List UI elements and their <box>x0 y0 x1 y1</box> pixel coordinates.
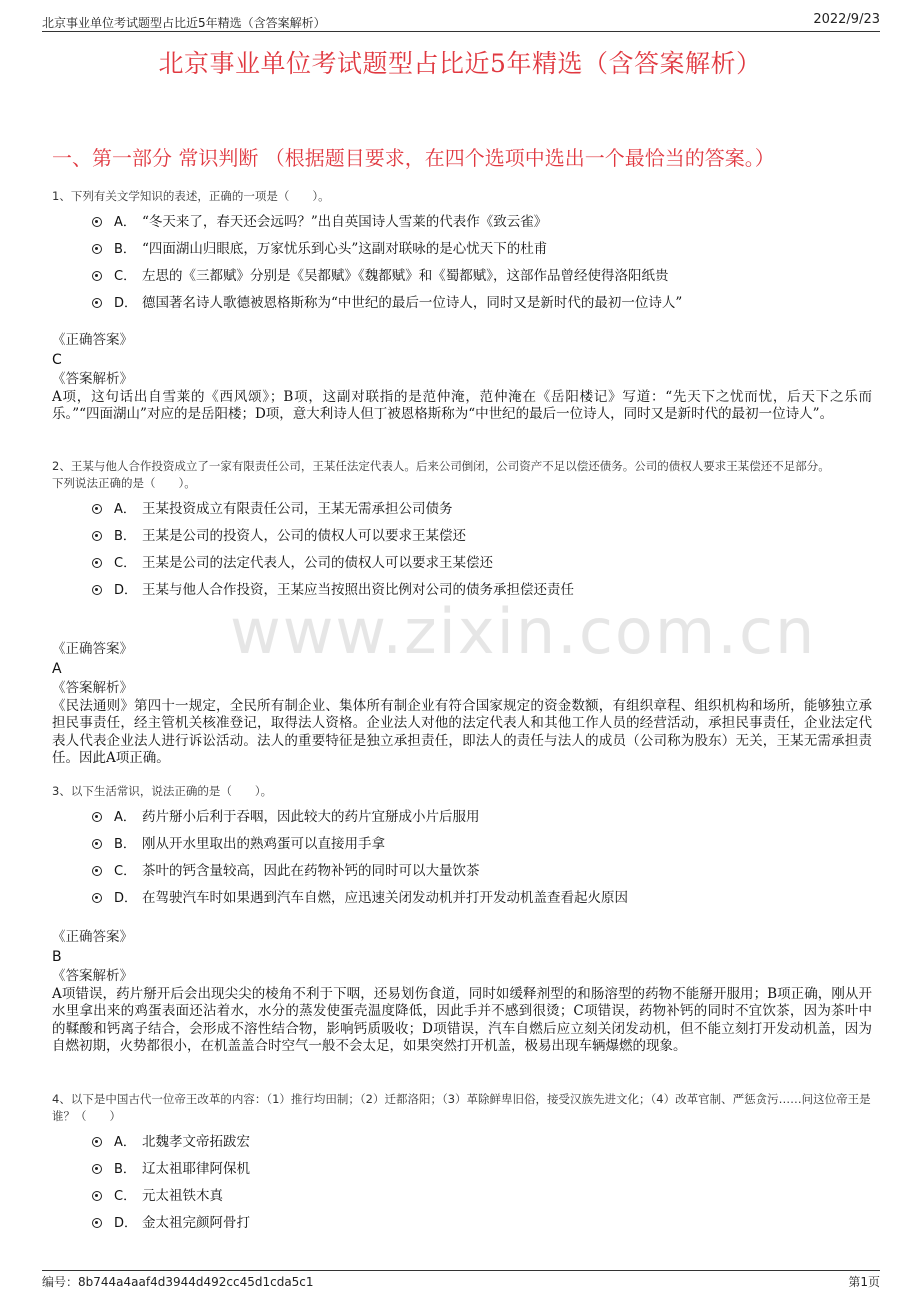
option-letter: B． <box>114 242 136 257</box>
section-heading: 一、第一部分 常识判断 （根据题目要求，在四个选项中选出一个最恰当的答案。） <box>52 146 775 170</box>
option-text: 王某投资成立有限责任公司，王某无需承担公司债务 <box>142 501 453 517</box>
question-1 <box>52 188 872 317</box>
option-letter: A． <box>114 1135 136 1150</box>
question-text: 3、以下生活常识，说法正确的是（ ）。 <box>52 784 273 798</box>
option-a[interactable] <box>52 496 872 523</box>
header-date: 2022/9/23 <box>813 12 880 27</box>
option-list <box>52 209 872 317</box>
option-text: “冬天来了，春天还会远吗？”出自英国诗人雪莱的代表作《致云雀》 <box>142 214 548 230</box>
correct-answer: A <box>52 660 62 677</box>
question-text: 1、下列有关文学知识的表述，正确的一项是（ ）。 <box>52 189 330 203</box>
option-letter: B． <box>114 837 136 852</box>
watermark: www.zixin.com.cn <box>230 595 817 668</box>
header-doc-title: 北京事业单位考试题型占比近5年精选（含答案解析） <box>42 16 326 30</box>
option-text: 元太祖铁木真 <box>142 1188 223 1204</box>
option-list <box>52 496 872 604</box>
option-letter: C． <box>114 864 137 879</box>
option-text: “四面湖山归眼底，万家忧乐到心头”这副对联咏的是心忧天下的杜甫 <box>142 241 548 257</box>
radio-icon[interactable] <box>92 585 102 595</box>
answer-block-1 <box>52 332 872 424</box>
option-text: 茶叶的钙含量较高，因此在药物补钙的同时可以大量饮茶 <box>142 863 480 879</box>
option-letter: D． <box>114 583 138 598</box>
option-b[interactable] <box>52 831 872 858</box>
correct-answer: B <box>52 948 62 965</box>
option-letter: D． <box>114 1216 138 1231</box>
option-text: 左思的《三都赋》分别是《吴都赋》《魏都赋》和《蜀都赋》，这部作品曾经使得洛阳纸贵 <box>142 268 669 284</box>
correct-answer: C <box>52 351 62 368</box>
question-text: 4、以下是中国古代一位帝王改革的内容：（1）推行均田制；（2）迁都洛阳；（3）革除鲜卑旧俗，接受汉族先进文化；（4）改革官制、严惩贪污……问这位帝王是谁？（ ） <box>52 1092 871 1123</box>
option-text: 北魏孝文帝拓跋宏 <box>142 1134 250 1150</box>
option-d[interactable] <box>52 577 872 604</box>
answer-label: 《正确答案》 <box>52 929 133 945</box>
question-text: 2、王某与他人合作投资成立了一家有限责任公司，王某任法定代表人。后来公司倒闭，公司资产不足以偿还债务。公司的债权人要求王某偿还不足部分。 下列说法正确的是（ ）。 <box>52 459 830 490</box>
option-c[interactable] <box>52 550 872 577</box>
page-header <box>42 12 880 32</box>
radio-icon[interactable] <box>92 531 102 541</box>
page-title: 北京事业单位考试题型占比近5年精选（含答案解析） <box>158 49 762 78</box>
option-letter: A． <box>114 810 136 825</box>
analysis-label: 《答案解析》 <box>52 371 133 387</box>
answer-block-2 <box>52 641 872 768</box>
radio-icon[interactable] <box>92 812 102 822</box>
option-text: 王某是公司的投资人，公司的债权人可以要求王某偿还 <box>142 528 466 544</box>
option-text: 王某是公司的法定代表人，公司的债权人可以要求王某偿还 <box>142 555 493 571</box>
radio-icon[interactable] <box>92 1191 102 1201</box>
answer-block-3 <box>52 929 872 1056</box>
option-list <box>52 804 872 912</box>
option-c[interactable] <box>52 1183 872 1210</box>
option-b[interactable] <box>52 1156 872 1183</box>
option-letter: C． <box>114 1189 137 1204</box>
radio-icon[interactable] <box>92 839 102 849</box>
option-letter: C． <box>114 556 137 571</box>
option-letter: D． <box>114 891 138 906</box>
option-letter: A． <box>114 215 136 230</box>
option-a[interactable] <box>52 209 872 236</box>
option-letter: C． <box>114 269 137 284</box>
analysis-text: A项错误，药片掰开后会出现尖尖的棱角不利于下咽，还易划伤食道，同时如缓释剂型的和肠溶型的药物不能掰开服用；B项正确，刚从开水里拿出来的鸡蛋表面还沾着水，水分的蒸发使蛋壳温度降低，因此手并不感到很烫；C项错误，药物补钙的同时不宜饮茶，因为茶叶中的鞣酸和钙离子结合，会形成不溶性结合物，影响钙质吸收；D项错误，汽车自燃后应立刻关闭发动机，但不能立刻打开发动机盖，因为自燃初期，火势都很小，在机盖盖合时空气一般不会太足，如果突然打开机盖，极易出现车辆爆燃的现象。 <box>52 985 872 1054</box>
option-c[interactable] <box>52 858 872 885</box>
page-number: 第1页 <box>848 1275 880 1289</box>
analysis-label: 《答案解析》 <box>52 968 133 984</box>
question-3 <box>52 783 872 912</box>
option-b[interactable] <box>52 523 872 550</box>
option-text: 德国著名诗人歌德被恩格斯称为“中世纪的最后一位诗人，同时又是新时代的最初一位诗人” <box>142 295 683 311</box>
option-d[interactable] <box>52 290 872 317</box>
option-c[interactable] <box>52 263 872 290</box>
analysis-text: 《民法通则》第四十一规定，全民所有制企业、集体所有制企业有符合国家规定的资金数额，有组织章程、组织机构和场所，能够独立承担民事责任，经主管机关核准登记，取得法人资格。企业法人对他的法定代表人和其他工作人员的经营活动，承担民事责任，企业法定代表人代表企业法人进行诉讼活动。法人的重要特征是独立承担责任，即法人的责任与法人的成员（公司称为股东）无关，王某无需承担责任。因此A项正确。 <box>52 697 872 766</box>
radio-icon[interactable] <box>92 1137 102 1147</box>
question-2 <box>52 458 872 604</box>
radio-icon[interactable] <box>92 271 102 281</box>
radio-icon[interactable] <box>92 1218 102 1228</box>
option-text: 在驾驶汽车时如果遇到汽车自燃，应迅速关闭发动机并打开发动机盖查看起火原因 <box>142 890 628 906</box>
option-text: 辽太祖耶律阿保机 <box>142 1161 250 1177</box>
radio-icon[interactable] <box>92 893 102 903</box>
radio-icon[interactable] <box>92 244 102 254</box>
footer-divider <box>42 1270 880 1271</box>
page-footer <box>42 1273 880 1291</box>
option-letter: D． <box>114 296 138 311</box>
radio-icon[interactable] <box>92 866 102 876</box>
option-text: 王某与他人合作投资，王某应当按照出资比例对公司的债务承担偿还责任 <box>142 582 574 598</box>
option-letter: B． <box>114 1162 136 1177</box>
option-text: 药片掰小后利于吞咽，因此较大的药片宜掰成小片后服用 <box>142 809 480 825</box>
radio-icon[interactable] <box>92 504 102 514</box>
option-b[interactable] <box>52 236 872 263</box>
radio-icon[interactable] <box>92 1164 102 1174</box>
document-serial: 编号：8b744a4aaf4d3944d492cc45d1cda5c1 <box>42 1275 314 1289</box>
option-d[interactable] <box>52 885 872 912</box>
answer-label: 《正确答案》 <box>52 641 133 657</box>
option-text: 刚从开水里取出的熟鸡蛋可以直接用手拿 <box>142 836 385 852</box>
question-4 <box>52 1091 872 1237</box>
option-d[interactable] <box>52 1210 872 1237</box>
option-letter: B． <box>114 529 136 544</box>
radio-icon[interactable] <box>92 217 102 227</box>
option-a[interactable] <box>52 1129 872 1156</box>
analysis-text: A项，这句话出自雪莱的《西风颂》；B项，这副对联指的是范仲淹，范仲淹在《岳阳楼记》写道：“先天下之忧而忧，后天下之乐而乐。”“四面湖山”对应的是岳阳楼；D项，意大利诗人但丁被恩格斯称为“中世纪的最后一位诗人，同时又是新时代的最初一位诗人”。 <box>52 388 872 422</box>
option-list <box>52 1129 872 1237</box>
option-a[interactable] <box>52 804 872 831</box>
header-divider <box>42 31 880 32</box>
option-letter: A． <box>114 502 136 517</box>
radio-icon[interactable] <box>92 298 102 308</box>
answer-label: 《正确答案》 <box>52 332 133 348</box>
analysis-label: 《答案解析》 <box>52 680 133 696</box>
radio-icon[interactable] <box>92 558 102 568</box>
option-text: 金太祖完颜阿骨打 <box>142 1215 250 1231</box>
